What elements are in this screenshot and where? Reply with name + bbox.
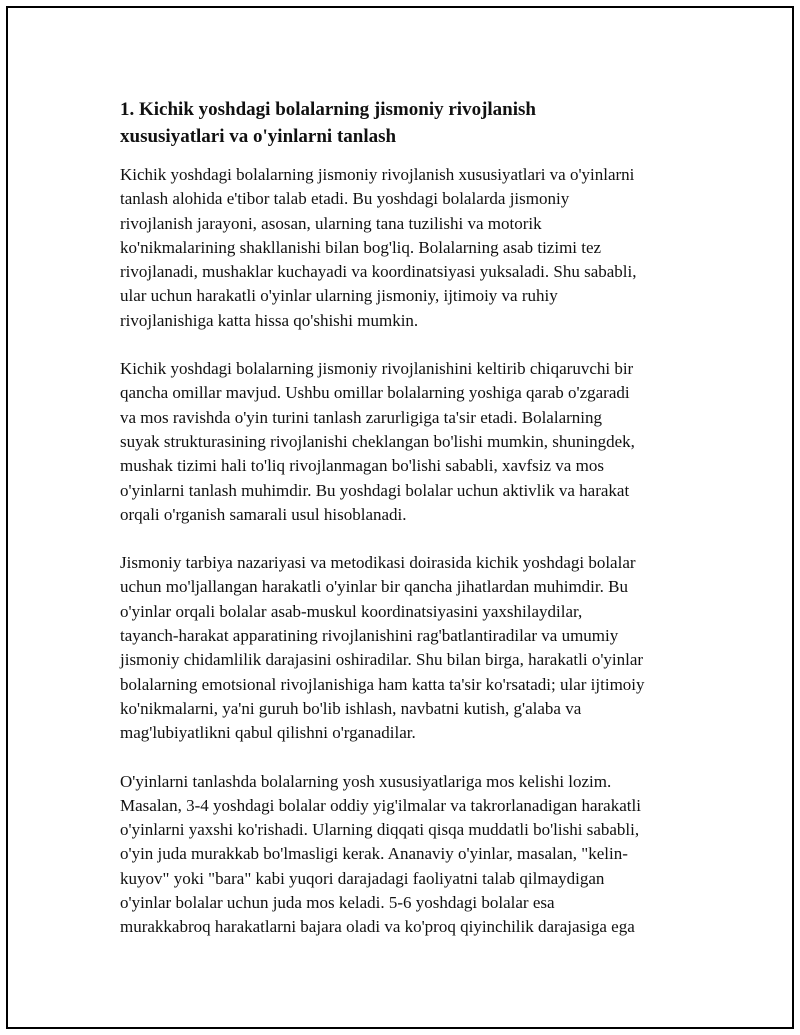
text-line: Masalan, 3-4 yoshdagi bolalar oddiy yig'ilmalar va takrorlanadigan harakatli — [120, 795, 641, 815]
text-line: rivojlanish jarayoni, asosan, ularning tana tuzilishi va motorik — [120, 213, 542, 233]
text-line: suyak strukturasining rivojlanishi cheklangan bo'lishi mumkin, shuningdek, — [120, 431, 635, 451]
text-line: murakkabroq harakatlarni bajara oladi va ko'proq qiyinchilik darajasiga ega — [120, 917, 635, 937]
text-line: ko'nikmalarni, ya'ni guruh bo'lib ishlash, navbatni kutish, g'alaba va — [120, 698, 582, 718]
text-line: Jismoniy tarbiya nazariyasi va metodikasi doirasida kichik yoshdagi bolalar — [120, 553, 636, 573]
text-line: Kichik yoshdagi bolalarning jismoniy rivojlanishini keltirib chiqaruvchi bir — [120, 359, 634, 379]
heading-line: xususiyatlari va o'yinlarni tanlash — [120, 126, 397, 147]
paragraph — [120, 770, 690, 940]
text-line: mag'lubiyatlikni qabul qilishni o'rganadilar. — [120, 723, 416, 743]
text-line: orqali o'rganish samarali usul hisoblanadi. — [120, 504, 407, 524]
paragraph — [120, 163, 690, 333]
heading-line: 1. Kichik yoshdagi bolalarning jismoniy rivojlanish — [120, 99, 536, 120]
text-line: jismoniy chidamlilik darajasini oshiradilar. Shu bilan birga, harakatli o'yinlar — [120, 650, 644, 670]
document-page — [6, 6, 794, 1029]
text-line: qancha omillar mavjud. Ushbu omillar bolalarning yoshiga qarab o'zgaradi — [120, 383, 630, 403]
text-line: rivojlanadi, mushaklar kuchayadi va koordinatsiyasi yuksaladi. Shu sababli, — [120, 262, 637, 282]
document-content — [120, 96, 690, 964]
text-line: va mos ravishda o'yin turini tanlash zarurligiga ta'sir etadi. Bolalarning — [120, 407, 603, 427]
text-line: ko'nikmalarining shakllanishi bilan bog'liq. Bolalarning asab tizimi tez — [120, 237, 602, 257]
text-line: o'yin juda murakkab bo'lmasligi kerak. Ananaviy o'yinlar, masalan, "kelin- — [120, 844, 628, 864]
text-line: o'yinlar orqali bolalar asab-muskul koordinatsiyasini yaxshilaydilar, — [120, 601, 583, 621]
text-line: ular uchun harakatli o'yinlar ularning jismoniy, ijtimoiy va ruhiy — [120, 286, 558, 306]
text-line: rivojlanishiga katta hissa qo'shishi mumkin. — [120, 310, 419, 330]
text-line: Kichik yoshdagi bolalarning jismoniy rivojlanish xususiyatlari va o'yinlarni — [120, 165, 635, 184]
text-line: bolalarning emotsional rivojlanishiga ham katta ta'sir ko'rsatadi; ular ijtimoiy — [120, 674, 645, 694]
text-line: kuyov" yoki "bara" kabi yuqori darajadagi faoliyatni talab qilmaydigan — [120, 868, 605, 888]
text-line: mushak tizimi hali to'liq rivojlanmagan bo'lishi sababli, xavfsiz va mos — [120, 456, 604, 476]
text-line: uchun mo'ljallangan harakatli o'yinlar bir qancha jihatlardan muhimdir. Bu — [120, 577, 628, 597]
text-line: tanlash alohida e'tibor talab etadi. Bu yoshdagi bolalarda jismoniy — [120, 189, 570, 209]
text-line: o'yinlar bolalar uchun juda mos keladi. 5-6 yoshdagi bolalar esa — [120, 893, 555, 913]
text-line: O'yinlarni tanlashda bolalarning yosh xususiyatlariga mos kelishi lozim. — [120, 771, 612, 791]
text-line: o'yinlarni yaxshi ko'rishadi. Ularning diqqati qisqa muddatli bo'lishi sababli, — [120, 820, 640, 840]
paragraph — [120, 357, 690, 527]
text-line: tayanch-harakat apparatining rivojlanishini rag'batlantiradilar va umumiy — [120, 626, 619, 646]
paragraph — [120, 551, 690, 745]
section-heading — [120, 96, 690, 150]
text-line: o'yinlarni tanlash muhimdir. Bu yoshdagi bolalar uchun aktivlik va harakat — [120, 480, 630, 500]
